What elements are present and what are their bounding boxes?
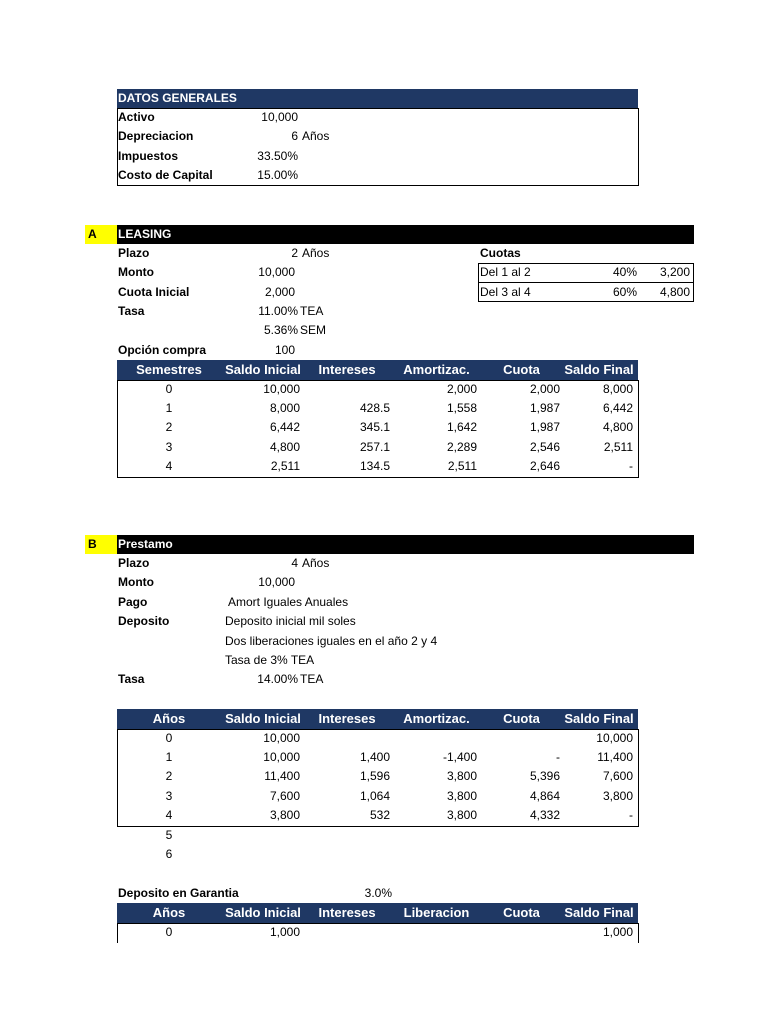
col-header: Cuota <box>503 905 540 920</box>
cell: - <box>629 459 633 473</box>
datos-generales-header <box>117 89 638 108</box>
cell: 1,558 <box>446 401 477 415</box>
cell: 3,800 <box>446 769 477 783</box>
section-letter: A <box>88 227 97 241</box>
cell: 2,511 <box>270 459 300 473</box>
cell: 2,546 <box>529 440 560 454</box>
col-header: Saldo Inicial <box>225 711 301 726</box>
cell: 4,800 <box>602 420 633 434</box>
cell: 8,000 <box>602 382 633 396</box>
prestamo-deposito-line: Dos liberaciones iguales en el año 2 y 4 <box>225 634 438 648</box>
datos-value: 6 <box>291 129 298 143</box>
cell: 4,800 <box>269 440 300 454</box>
prestamo-tasa-unit: TEA <box>300 672 324 686</box>
datos-label: Activo <box>118 110 155 124</box>
leasing-opcion-label: Opción compra <box>118 343 207 357</box>
prestamo-pago-value: Amort Iguales Anuales <box>228 595 349 609</box>
col-header: Intereses <box>318 711 376 726</box>
leasing-tasa-label: Tasa <box>118 304 145 318</box>
cell: 10,000 <box>263 731 300 745</box>
prestamo-monto-label: Monto <box>118 575 154 589</box>
table-row <box>117 438 638 457</box>
datos-label: Costo de Capital <box>118 168 213 182</box>
leasing-cuota-inicial-label: Cuota Inicial <box>118 285 190 299</box>
table-row <box>117 787 638 806</box>
cell: 2 <box>165 769 173 783</box>
cell: 6 <box>165 847 173 861</box>
cell: 5 <box>165 828 173 842</box>
prestamo-pago-label: Pago <box>118 595 148 609</box>
cell: 3,800 <box>446 789 477 803</box>
cell: 2,646 <box>529 459 560 473</box>
cell: 1,987 <box>529 420 560 434</box>
cell: 1,400 <box>359 750 390 764</box>
cell: 11,400 <box>597 750 633 764</box>
leasing-plazo-unit: Años <box>302 246 330 260</box>
cell: 11,400 <box>264 769 300 783</box>
cell: - <box>556 750 560 764</box>
datos-value: 33.50% <box>257 149 298 163</box>
datos-value: 10,000 <box>261 110 298 124</box>
cell: 3,800 <box>269 808 300 822</box>
section-letter: B <box>88 537 97 551</box>
prestamo-plazo-label: Plazo <box>118 556 150 570</box>
cell: 8,000 <box>269 401 300 415</box>
cell: 2,000 <box>529 382 560 396</box>
col-header: Saldo Inicial <box>225 362 301 377</box>
col-header: Intereses <box>318 362 376 377</box>
cell: 6,442 <box>269 420 300 434</box>
table-row <box>117 748 638 767</box>
garantia-label: Deposito en Garantia <box>118 886 239 900</box>
table-row <box>117 418 638 437</box>
leasing-opcion-value: 100 <box>274 343 295 357</box>
cell: 0 <box>165 382 173 396</box>
cell: 257.1 <box>359 440 390 454</box>
cell: 3 <box>165 440 173 454</box>
table-row <box>117 729 638 748</box>
cell: 3 <box>165 789 173 803</box>
cell: 6,442 <box>602 401 633 415</box>
cell: 10,000 <box>263 382 300 396</box>
cell: 2 <box>165 420 173 434</box>
col-header: Intereses <box>318 905 376 920</box>
leasing-tasa-unit: TEA <box>300 304 324 318</box>
cell: 2,511 <box>447 459 477 473</box>
table-row <box>117 767 638 786</box>
col-header: Amortizac. <box>403 711 470 726</box>
cuotas-pct: 60% <box>612 285 637 299</box>
prestamo-title: Prestamo <box>118 537 173 551</box>
cell: 4 <box>165 459 173 473</box>
leasing-table-header <box>117 360 638 380</box>
garantia-value: 3.0% <box>364 886 392 900</box>
col-header: Saldo Final <box>564 905 634 920</box>
cell: 1,000 <box>602 925 633 939</box>
prestamo-header <box>117 535 694 554</box>
cell: 10,000 <box>596 731 633 745</box>
cell: 7,600 <box>269 789 300 803</box>
prestamo-plazo-value: 4 <box>291 556 298 570</box>
col-header: Saldo Final <box>564 711 634 726</box>
prestamo-plazo-unit: Años <box>302 556 330 570</box>
table-row <box>117 845 638 864</box>
col-header: Amortizac. <box>403 362 470 377</box>
cell: 4,332 <box>529 808 560 822</box>
cell: 1,000 <box>269 925 300 939</box>
cuotas-label: Del 3 al 4 <box>480 285 531 299</box>
cell: 7,600 <box>602 769 633 783</box>
section-a-label <box>85 225 117 244</box>
cell: - <box>629 808 633 822</box>
cell: 3,800 <box>446 808 477 822</box>
leasing-tasa2-unit: SEM <box>300 323 327 337</box>
col-header: Semestres <box>136 362 202 377</box>
leasing-title: LEASING <box>118 227 172 241</box>
leasing-monto-label: Monto <box>118 265 154 279</box>
cell: 1,642 <box>446 420 477 434</box>
leasing-plazo-label: Plazo <box>118 246 150 260</box>
cell: 1,596 <box>359 769 390 783</box>
cell: 2,289 <box>446 440 477 454</box>
cell: 1,064 <box>359 789 390 803</box>
col-header: Liberacion <box>403 905 470 920</box>
cell: 345.1 <box>359 420 390 434</box>
col-header: Cuota <box>503 362 540 377</box>
prestamo-deposito-label: Deposito <box>118 614 170 628</box>
cell: 4,864 <box>529 789 560 803</box>
datos-generales-title: DATOS GENERALES <box>118 91 237 105</box>
cell: 428.5 <box>359 401 390 415</box>
datos-value: 15.00% <box>257 168 298 182</box>
table-row <box>117 399 638 418</box>
cell: -1,400 <box>442 750 477 764</box>
table-row <box>117 826 638 845</box>
prestamo-deposito-line: Deposito inicial mil soles <box>225 614 356 628</box>
col-header: Saldo Final <box>564 362 634 377</box>
col-header: Años <box>152 711 186 726</box>
prestamo-table-header <box>117 709 638 729</box>
cell: 1,987 <box>529 401 560 415</box>
section-b-label <box>85 535 117 554</box>
cell: 0 <box>165 731 173 745</box>
prestamo-tasa-label: Tasa <box>118 672 145 686</box>
cuotas-title: Cuotas <box>480 246 521 260</box>
prestamo-tasa-value: 14.00% <box>257 672 298 686</box>
cell: 0 <box>165 925 173 939</box>
cell: 5,396 <box>529 769 560 783</box>
cell: 1 <box>165 750 173 764</box>
prestamo-monto-value: 10,000 <box>258 575 295 589</box>
leasing-plazo-value: 2 <box>291 246 298 260</box>
leasing-tasa-value: 11.00% <box>258 304 298 318</box>
cell: 2,511 <box>603 440 633 454</box>
cuotas-value: 4,800 <box>659 285 690 299</box>
cuotas-value: 3,200 <box>659 265 690 279</box>
leasing-header <box>117 225 694 244</box>
datos-label: Impuestos <box>118 149 179 163</box>
cell: 2,000 <box>446 382 477 396</box>
cell: 1 <box>165 401 173 415</box>
prestamo-deposito-line: Tasa de 3% TEA <box>225 653 315 667</box>
col-header: Saldo Inicial <box>225 905 301 920</box>
leasing-tasa2-value: 5.36% <box>263 323 298 337</box>
table-row <box>117 457 638 476</box>
cell: 4 <box>165 808 173 822</box>
cuotas-label: Del 1 al 2 <box>480 265 531 279</box>
col-header: Cuota <box>503 711 540 726</box>
leasing-cuota-inicial-value: 2,000 <box>264 285 295 299</box>
garantia-table-header <box>117 903 638 923</box>
cell: 134.5 <box>359 459 390 473</box>
cell: 10,000 <box>263 750 300 764</box>
cell: 532 <box>369 808 390 822</box>
table-row <box>117 923 638 942</box>
datos-unit: Años <box>302 129 330 143</box>
leasing-monto-value: 10,000 <box>258 265 295 279</box>
table-row <box>117 380 638 399</box>
cuotas-pct: 40% <box>612 265 637 279</box>
table-row <box>117 806 638 825</box>
datos-label: Depreciacion <box>118 129 194 143</box>
col-header: Años <box>152 905 186 920</box>
cell: 3,800 <box>602 789 633 803</box>
